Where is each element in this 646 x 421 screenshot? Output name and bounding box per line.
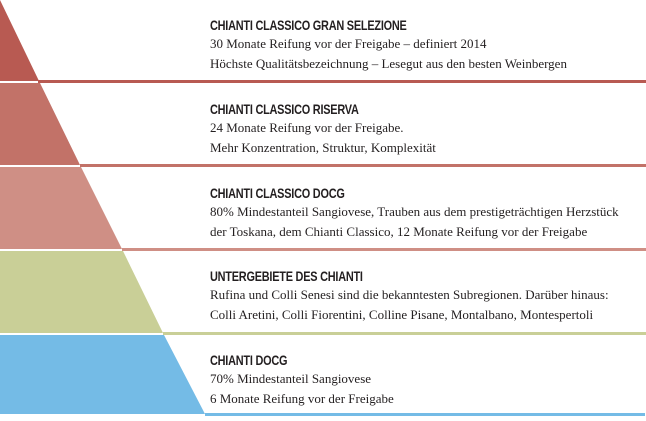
- tier-description-line: 70% Mindestanteil Sangiovese: [210, 371, 372, 386]
- tier-description-line: 24 Monate Reifung vor der Freigabe.: [210, 120, 404, 135]
- tier-riserva: [210, 100, 646, 158]
- tier-title: CHIANTI CLASSICO GRAN SELEZIONE: [210, 17, 407, 33]
- tier-title: CHIANTI DOCG: [210, 352, 288, 368]
- divider-line-3: [122, 248, 646, 251]
- tier-title: CHIANTI CLASSICO RISERVA: [210, 101, 359, 117]
- tier-description-line: 30 Monate Reifung vor der Freigabe – definiert 2014: [210, 36, 487, 51]
- divider-line-2: [80, 164, 646, 167]
- tier-gran-selezione: [210, 16, 646, 74]
- tier-untergebiete: [210, 267, 646, 325]
- tier-title: UNTERGEBIETE DES CHIANTI: [210, 268, 363, 284]
- tier-band-classico-docg: [0, 167, 122, 249]
- tier-description-line: 6 Monate Reifung vor der Freigabe: [210, 391, 394, 406]
- divider-line-4: [163, 332, 646, 335]
- tier-band-chianti-docg: [0, 335, 205, 414]
- tier-title: CHIANTI CLASSICO DOCG: [210, 185, 345, 201]
- tier-description-line: Mehr Konzentration, Struktur, Komplexität: [210, 140, 436, 155]
- tier-classico-docg: [210, 184, 646, 242]
- divider-line-5: [205, 413, 645, 416]
- tier-description-line: Colli Aretini, Colli Fiorentini, Colline Pisane, Montalbano, Montespertoli: [210, 307, 594, 322]
- tier-band-riserva: [0, 83, 80, 165]
- tier-chianti-docg: [210, 351, 646, 409]
- tier-description-line: der Toskana, dem Chianti Classico, 12 Monate Reifung vor der Freigabe: [210, 224, 588, 239]
- tier-description-line: 80% Mindestanteil Sangiovese, Trauben aus dem prestigeträchtigen Herzstück: [210, 204, 619, 219]
- tier-description-line: Höchste Qualitätsbezeichnung – Lesegut aus den besten Weinbergen: [210, 56, 567, 71]
- tier-band-untergebiete: [0, 251, 163, 333]
- tier-band-gran-selezione: [0, 0, 39, 81]
- tier-description-line: Rufina und Colli Senesi sind die bekanntesten Subregionen. Darüber hinaus:: [210, 287, 609, 302]
- divider-line-1: [38, 80, 646, 83]
